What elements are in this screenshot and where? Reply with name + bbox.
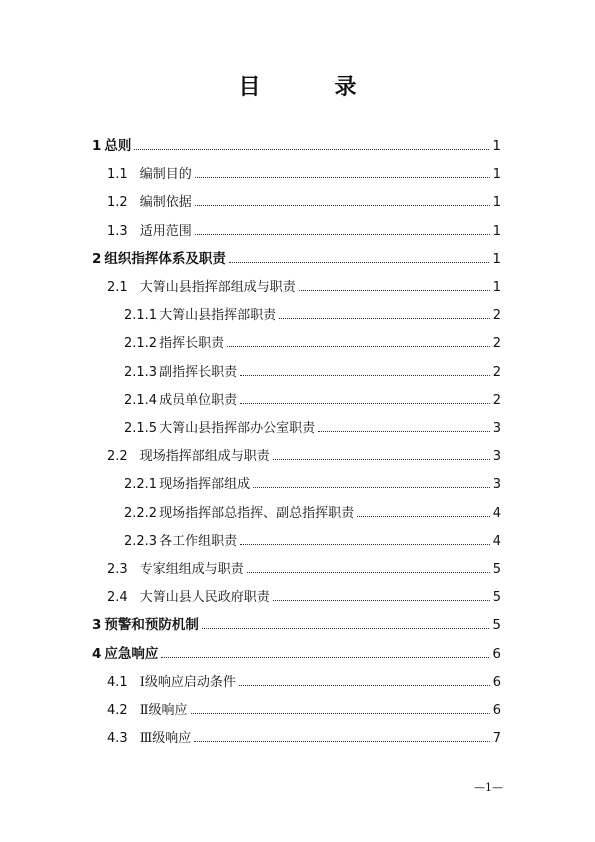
toc-entry-title: 现场指挥部组成与职责 <box>139 449 270 465</box>
page-title: 目 录 <box>238 74 383 100</box>
toc-entry-page-number: 1 <box>492 280 501 295</box>
toc-entry-number: 2.2.1 <box>124 477 158 493</box>
toc-entry-page-number: 4 <box>492 533 501 549</box>
toc-entry-title: 大箐山县指挥部办公室职责 <box>159 421 316 436</box>
toc-dot-leader <box>195 233 490 235</box>
toc-entry[interactable] <box>124 358 501 380</box>
toc-dot-leader <box>195 176 490 178</box>
toc-entry-number: 2.1.4 <box>124 392 158 408</box>
toc-entry-title: 成员单位职责 <box>159 392 238 408</box>
toc-entry-number: 3 <box>92 617 102 634</box>
toc-entry-title: 专家组组成与职责 <box>139 562 244 577</box>
toc-entry-number: 4.3 <box>107 731 128 747</box>
toc-entry-title: 副指挥长职责 <box>159 364 238 380</box>
toc-entry-number: 2.2 <box>107 449 128 465</box>
toc-entry-title: 编制依据 <box>139 195 192 211</box>
toc-entry[interactable] <box>124 301 501 323</box>
toc-dot-leader <box>240 374 490 376</box>
toc-entry[interactable] <box>107 217 501 239</box>
toc-entry[interactable] <box>92 611 501 633</box>
toc-entry-page-number: 6 <box>492 645 501 662</box>
toc-dot-leader <box>273 458 490 460</box>
toc-entry-page-number: 3 <box>492 477 501 493</box>
toc-entry-page-number: 7 <box>492 731 501 747</box>
toc-dot-leader <box>194 740 489 742</box>
toc-entry-title: 适用范围 <box>139 223 192 239</box>
toc-entry-page-number: 2 <box>492 392 501 408</box>
toc-entry-number: 4 <box>92 645 102 662</box>
toc-entry-number: 1 <box>92 138 102 154</box>
toc-entry-title: Ⅲ级响应 <box>139 731 192 747</box>
toc-entry-number: 2.1.2 <box>124 336 158 352</box>
toc-entry-page-number: 6 <box>492 703 501 718</box>
toc-entry-page-number: 5 <box>492 617 501 634</box>
toc-dot-leader <box>357 515 490 517</box>
toc-entry-title: 现场指挥部总指挥、副总指挥职责 <box>159 505 355 521</box>
toc-entry-page-number: 2 <box>492 336 501 352</box>
toc-entry-number: 2.1.1 <box>124 308 158 324</box>
toc-entry-title: 大箐山县人民政府职责 <box>139 590 270 606</box>
toc-entry-title: Ⅰ级响应启动条件 <box>139 674 236 690</box>
toc-entry-title: 编制目的 <box>139 167 192 183</box>
toc-dot-leader <box>318 430 490 432</box>
toc-entry-page-number: 5 <box>492 562 501 577</box>
toc-entry-page-number: 6 <box>492 674 501 690</box>
toc-dot-leader <box>134 148 489 150</box>
toc-entry[interactable] <box>107 160 501 182</box>
toc-entry[interactable] <box>124 386 501 408</box>
toc-entry[interactable] <box>107 583 501 605</box>
toc-entry-number: 2.1 <box>107 280 128 295</box>
toc-entry-title: 大箐山县指挥部职责 <box>159 308 277 324</box>
toc-entry[interactable] <box>92 640 501 662</box>
toc-entry[interactable] <box>124 527 501 549</box>
toc-entry[interactable] <box>107 188 501 210</box>
toc-dot-leader <box>161 656 489 658</box>
toc-entry[interactable] <box>107 696 501 718</box>
toc-entry-number: 2.3 <box>107 562 128 577</box>
toc-entry-page-number: 2 <box>492 364 501 380</box>
toc-entry-number: 1.1 <box>107 167 128 183</box>
toc-entry-number: 4.2 <box>107 703 128 718</box>
toc-dot-leader <box>202 627 490 629</box>
toc-entry-page-number: 4 <box>492 505 501 521</box>
toc-entry-number: 1.3 <box>107 223 128 239</box>
toc-entry-number: 2 <box>92 250 102 267</box>
toc-entry-page-number: 1 <box>492 138 501 154</box>
toc-entry[interactable] <box>124 499 501 521</box>
toc-entry-page-number: 1 <box>492 195 501 211</box>
toc-entry[interactable] <box>107 555 501 577</box>
toc-entry-page-number: 1 <box>492 250 501 267</box>
toc-entry-page-number: 3 <box>492 449 501 465</box>
toc-entry-title: 指挥长职责 <box>159 336 225 352</box>
toc-entry-title: 总则 <box>104 138 132 154</box>
toc-dot-leader <box>279 317 490 319</box>
toc-entry-number: 4.1 <box>107 674 128 690</box>
toc-dot-leader <box>229 261 490 263</box>
toc-entry[interactable] <box>107 273 501 295</box>
toc-entry-number: 2.4 <box>107 590 128 606</box>
toc-entry-title: 应急响应 <box>104 645 159 662</box>
toc-entry[interactable] <box>124 470 501 492</box>
toc-dot-leader <box>240 543 490 545</box>
toc-entry[interactable] <box>92 132 501 154</box>
toc-dot-leader <box>195 204 490 206</box>
toc-entry[interactable] <box>92 245 501 267</box>
toc-entry-page-number: 1 <box>492 167 501 183</box>
toc-dot-leader <box>191 712 490 714</box>
toc-dot-leader <box>299 289 490 291</box>
toc-entry-number: 2.1.3 <box>124 364 158 380</box>
page-number-footer: —1— <box>474 781 503 794</box>
toc-entry[interactable] <box>107 724 501 746</box>
toc-entry-title: 预警和预防机制 <box>104 617 199 634</box>
toc-entry-number: 2.2.2 <box>124 505 158 521</box>
toc-entry[interactable] <box>107 668 501 690</box>
toc-dot-leader <box>240 402 490 404</box>
toc-dot-leader <box>253 486 490 488</box>
toc-dot-leader <box>247 571 490 573</box>
toc-entry-title: 组织指挥体系及职责 <box>104 250 226 267</box>
toc-entry-number: 2.2.3 <box>124 533 158 549</box>
toc-entry-page-number: 5 <box>492 590 501 606</box>
toc-dot-leader <box>227 345 490 347</box>
toc-entry-number: 2.1.5 <box>124 421 158 436</box>
toc-entry-page-number: 2 <box>492 308 501 324</box>
toc-entry-title: 现场指挥部组成 <box>159 477 251 493</box>
toc-dot-leader <box>239 684 490 686</box>
toc-entry-page-number: 1 <box>492 223 501 239</box>
toc-entry-number: 1.2 <box>107 195 128 211</box>
toc-entry-title: 大箐山县指挥部组成与职责 <box>139 280 296 295</box>
toc-entry[interactable] <box>124 414 501 436</box>
toc-entry-title: 各工作组职责 <box>159 533 238 549</box>
toc-entry-title: Ⅱ级响应 <box>139 703 188 718</box>
toc-dot-leader <box>273 599 490 601</box>
toc-entry[interactable] <box>107 442 501 464</box>
toc-entry[interactable] <box>124 329 501 351</box>
toc-entry-page-number: 3 <box>492 421 501 436</box>
